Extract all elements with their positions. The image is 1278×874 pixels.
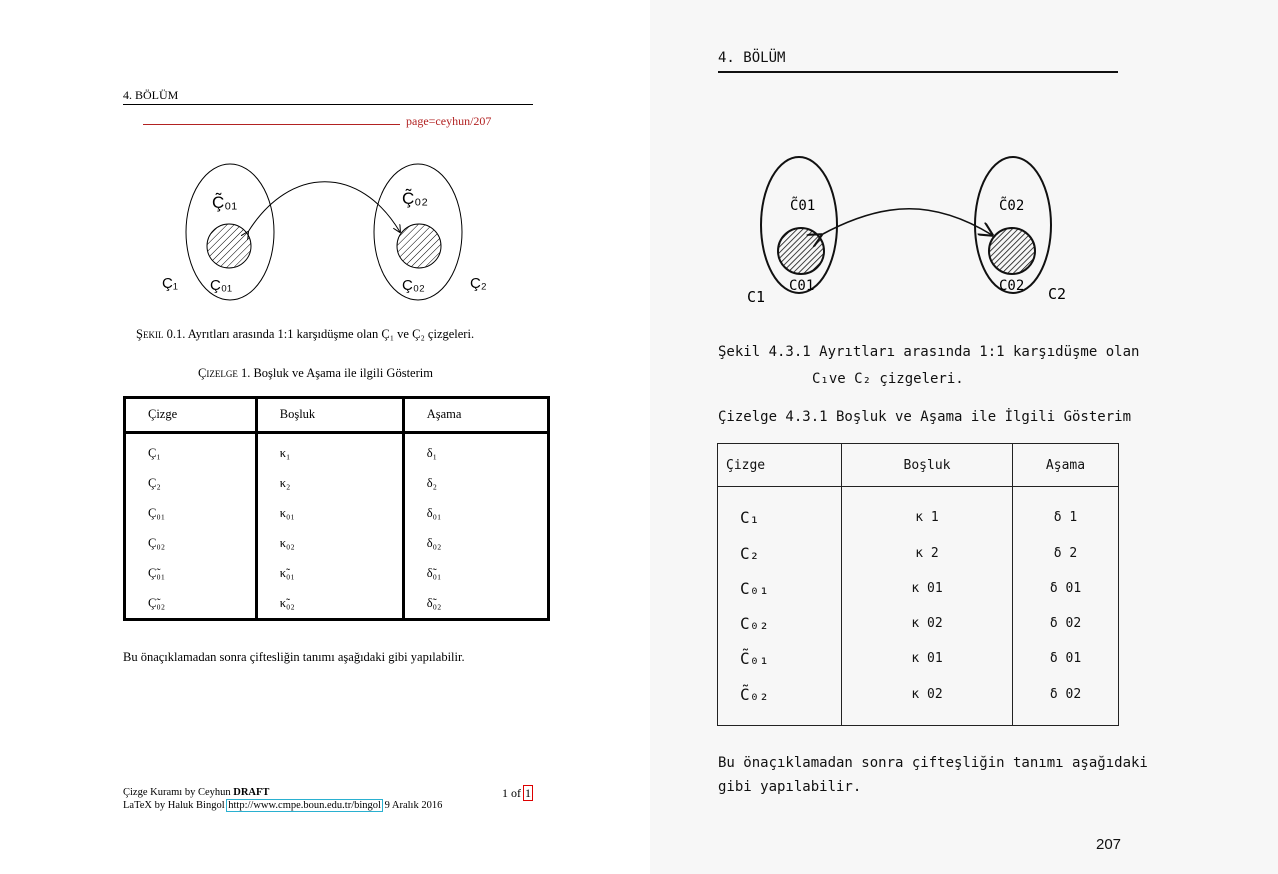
scan-cell-graph: C̃₀₂ <box>718 676 842 725</box>
cell-graph: Ç₂ <box>125 468 257 498</box>
cell-graph: Ç₀₂ <box>125 528 257 558</box>
scan-cell-gap: κ 02 <box>842 676 1013 725</box>
scan-cell-graph: C₀₁ <box>718 571 842 606</box>
scan-header-bosluk: Boşluk <box>842 444 1013 487</box>
header-asama: Aşama <box>403 398 548 433</box>
label-left-graph: Ç₁ <box>162 275 178 292</box>
footer-line1 <box>123 787 269 798</box>
page-count <box>502 786 532 801</box>
scan-correspondence-arrow <box>821 209 992 235</box>
subgraph-c02-circle <box>397 224 441 268</box>
scan-label-left-bottom: C01 <box>789 278 815 294</box>
scan-chapter-header: 4. BÖLÜM <box>718 50 786 66</box>
scan-table-row <box>718 606 1119 641</box>
footer-date: 9 Aralık 2016 <box>384 800 443 811</box>
header-bosluk: Boşluk <box>256 398 403 433</box>
scan-graph-figure <box>735 155 1115 315</box>
scan-cell-graph: C̃₀₁ <box>718 641 842 676</box>
page-count-prefix: 1 of <box>502 786 521 800</box>
scan-table-row <box>718 571 1119 606</box>
scan-header-asama: Aşama <box>1013 444 1119 487</box>
scan-label-right-top: C̃02 <box>999 198 1025 214</box>
cell-graph: Ç̃₀₁ <box>125 558 257 588</box>
scan-cell-gap: κ 02 <box>842 606 1013 641</box>
scanned-page <box>650 0 1278 874</box>
footer-latex: LaTeX by Haluk Bingol <box>123 800 225 811</box>
scan-table-header-row <box>718 444 1119 487</box>
scan-header-cizge: Çizge <box>718 444 842 487</box>
cell-stage: δ₁ <box>426 445 437 460</box>
scan-label-left-graph: C1 <box>747 288 766 306</box>
cell-stage: δ₀₁ <box>426 505 442 520</box>
figure-caption-prefix: Şekil 0.1. <box>136 327 186 341</box>
scan-cell-stage: δ 1 <box>1053 510 1078 526</box>
scan-cell-gap: κ 1 <box>842 487 1013 536</box>
header-cizge: Çizge <box>125 398 257 433</box>
table-row <box>125 498 549 528</box>
scan-cell-stage: δ 01 <box>1049 580 1082 596</box>
scan-body-line2: gibi yapılabilir. <box>718 779 862 795</box>
footer-line2 <box>123 800 442 811</box>
scan-cell-gap: κ 2 <box>842 536 1013 571</box>
label-left-bottom: Ç₀₁ <box>210 277 233 294</box>
table-header-row <box>125 398 549 433</box>
scan-label-right-bottom: C02 <box>999 278 1025 294</box>
label-right-top: Ç̃₀₂ <box>402 189 428 208</box>
figure-caption <box>136 327 474 342</box>
scan-figure-caption-line1: Şekil 4.3.1 Ayrıtları arasında 1:1 karşıdüşme olan <box>718 344 1140 360</box>
table-caption-prefix: Çizelge 1. <box>198 366 251 380</box>
scan-notation-table <box>717 443 1119 726</box>
scan-subgraph-c02-circle <box>989 228 1035 274</box>
scan-figure-caption-line2: C₁ve C₂ çizgeleri. <box>812 371 964 387</box>
cell-stage: δ₀₂ <box>426 535 442 550</box>
table-caption-text: Boşluk ve Aşama ile ilgili Gösterim <box>253 366 433 380</box>
cell-graph: Ç₀₁ <box>125 498 257 528</box>
cell-graph: Ç̃₀₂ <box>125 588 257 620</box>
page-link-line <box>143 124 400 125</box>
header-rule <box>123 104 533 105</box>
footer-draft: DRAFT <box>233 787 270 798</box>
scan-cell-stage: δ 02 <box>1049 616 1082 632</box>
scan-body-line1: Bu önaçıklamadan sonra çifteşliğin tanımı aşağıdaki <box>718 755 1148 771</box>
footer-url-link[interactable]: http://www.cmpe.boun.edu.tr/bingol <box>228 800 381 811</box>
page-link[interactable]: page=ceyhun/207 <box>406 114 492 128</box>
table-row <box>125 528 549 558</box>
scan-label-right-graph: C2 <box>1048 285 1067 303</box>
cell-gap: κ₁ <box>256 433 403 469</box>
cell-gap: κ̃₀₁ <box>256 558 403 588</box>
scan-table-row <box>718 676 1119 725</box>
graph-figure <box>150 160 510 305</box>
label-right-bottom: Ç₀₂ <box>402 277 425 294</box>
scan-table-caption: Çizelge 4.3.1 Boşluk ve Aşama ile İlgili Gösterim <box>718 409 1132 425</box>
body-text: Bu önaçıklamadan sonra çiftesliğin tanımı aşağıdaki gibi yapılabilir. <box>123 650 465 664</box>
scan-table-row <box>718 487 1119 536</box>
scan-label-left-top: C̃01 <box>790 198 816 214</box>
scan-cell-stage: δ 02 <box>1049 686 1082 702</box>
cell-stage: δ̃₀₂ <box>426 595 442 610</box>
notation-table <box>123 396 550 621</box>
cell-stage: δ₂ <box>426 475 437 490</box>
scan-table-row <box>718 641 1119 676</box>
scan-cell-stage: δ 2 <box>1053 545 1078 561</box>
subgraph-c01-circle <box>207 224 251 268</box>
scan-header-rule <box>718 71 1118 73</box>
figure-caption-text: Ayrıtları arasında 1:1 karşıdüşme olan Ç₁ ve Ç₂ çizgeleri. <box>187 327 475 341</box>
table-row <box>125 468 549 498</box>
table-row <box>125 588 549 620</box>
cell-gap: κ₀₁ <box>256 498 403 528</box>
table-caption <box>198 366 433 381</box>
cell-gap: κ₂ <box>256 468 403 498</box>
page-count-link[interactable]: 1 <box>525 786 531 800</box>
scan-page-number: 207 <box>1096 836 1122 853</box>
footer-author: Çizge Kuramı by Ceyhun <box>123 787 231 798</box>
cell-gap: κ̃₀₂ <box>256 588 403 620</box>
scan-table-row <box>718 536 1119 571</box>
label-left-top: Ç̃₀₁ <box>212 193 238 212</box>
scan-cell-graph: C₀₂ <box>718 606 842 641</box>
cell-gap: κ₀₂ <box>256 528 403 558</box>
label-right-graph: Ç₂ <box>470 275 487 292</box>
table-row <box>125 433 549 469</box>
chapter-header: 4. BÖLÜM <box>123 88 179 102</box>
scan-cell-stage: δ 01 <box>1049 651 1082 667</box>
cell-stage: δ̃₀₁ <box>426 565 442 580</box>
scan-cell-graph: C₁ <box>718 487 842 536</box>
scan-cell-gap: κ 01 <box>842 571 1013 606</box>
table-row <box>125 558 549 588</box>
scan-cell-gap: κ 01 <box>842 641 1013 676</box>
scan-subgraph-c01-circle <box>778 228 824 274</box>
scan-cell-graph: C₂ <box>718 536 842 571</box>
cell-graph: Ç₁ <box>125 433 257 469</box>
